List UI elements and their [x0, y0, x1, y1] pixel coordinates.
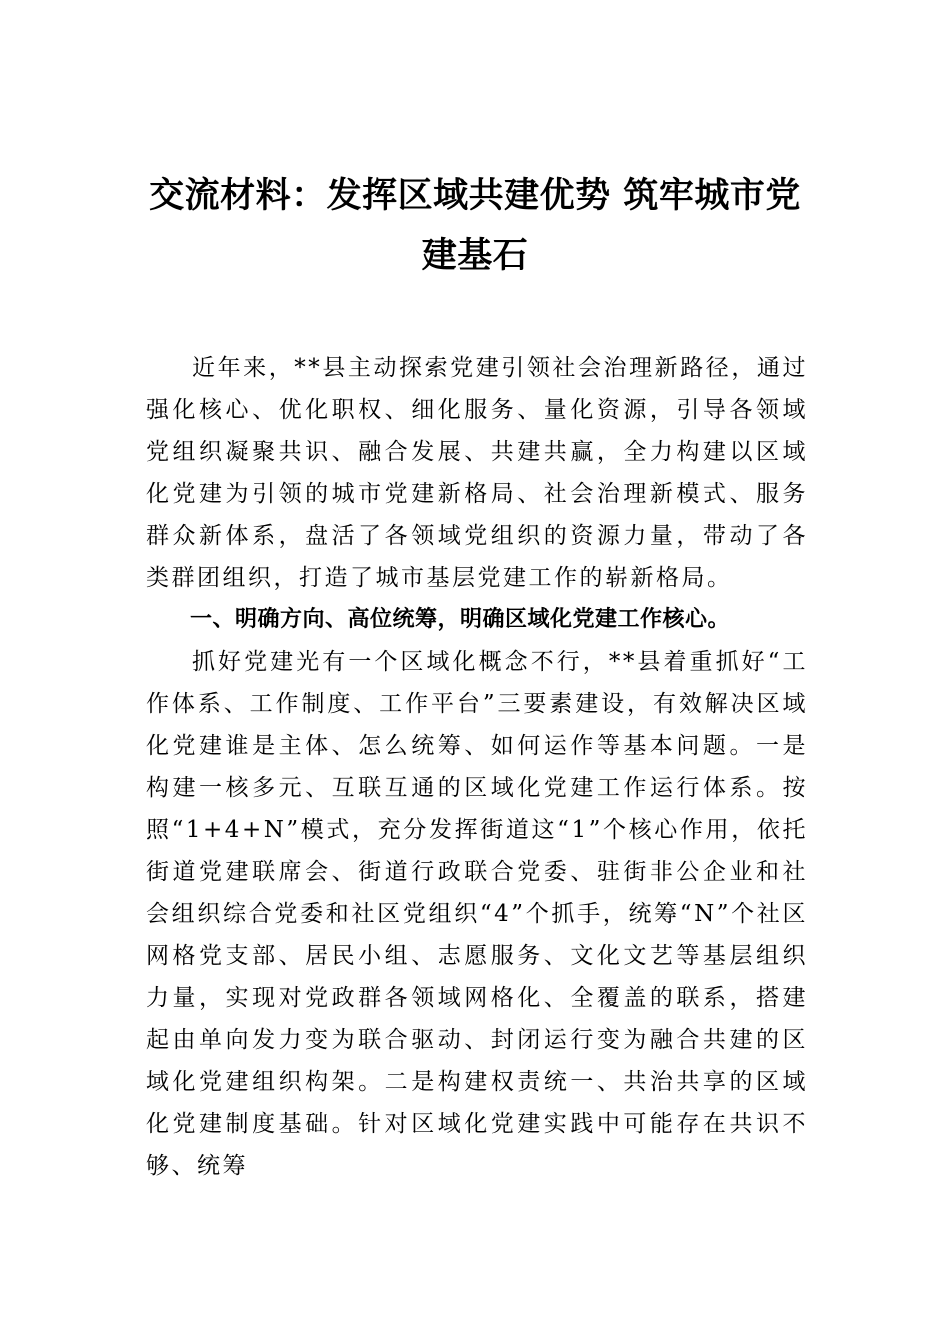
section-1-paragraph: 抓好党建光有一个区域化概念不行，**县着重抓好“工作体系、工作制度、工作平台”三要素建设，有效解决区域化党建谁是主体、怎么统筹、如何运作等基本问题。一是构建一核多元、互联互通的区域化党建工作运行体系。按照“1+4+N”模式，充分发挥街道这“1”个核心作用，依托街道党建联席会、街道行政联合党委、驻街非公企业和社会组织综合党委和社区党组织“4”个抓手，统筹“N”个社区网格党支部、居民小组、志愿服务、文化文艺等基层组织力量，实现对党政群各领域网格化、全覆盖的联系，搭建起由单向发力变为联合驱动、封闭运行变为融合共建的区域化党建组织构架。二是构建权责统一、共治共享的区域化党建制度基础。针对区域化党建实践中可能存在共识不够、统筹: [146, 649, 808, 1179]
title-line-2: 建基石: [421, 235, 529, 276]
intro-paragraph: 近年来，**县主动探索党建引领社会治理新路径，通过强化核心、优化职权、细化服务、量化资源，引导各领域党组织凝聚共识、融合发展、共建共赢，全力构建以区域化党建为引领的城市党建新格局、社会治理新模式、服务群众新体系，盘活了各领域党组织的资源力量，带动了各类群团组织，打造了城市基层党建工作的崭新格局。: [146, 355, 808, 591]
document-body: [146, 347, 808, 1187]
document-title: [120, 166, 830, 286]
section-heading-1: 一、明确方向、高位统筹，明确区域化党建工作核心。: [190, 607, 731, 632]
title-line-1: 交流材料：发挥区域共建优势 筑牢城市党: [149, 175, 801, 216]
